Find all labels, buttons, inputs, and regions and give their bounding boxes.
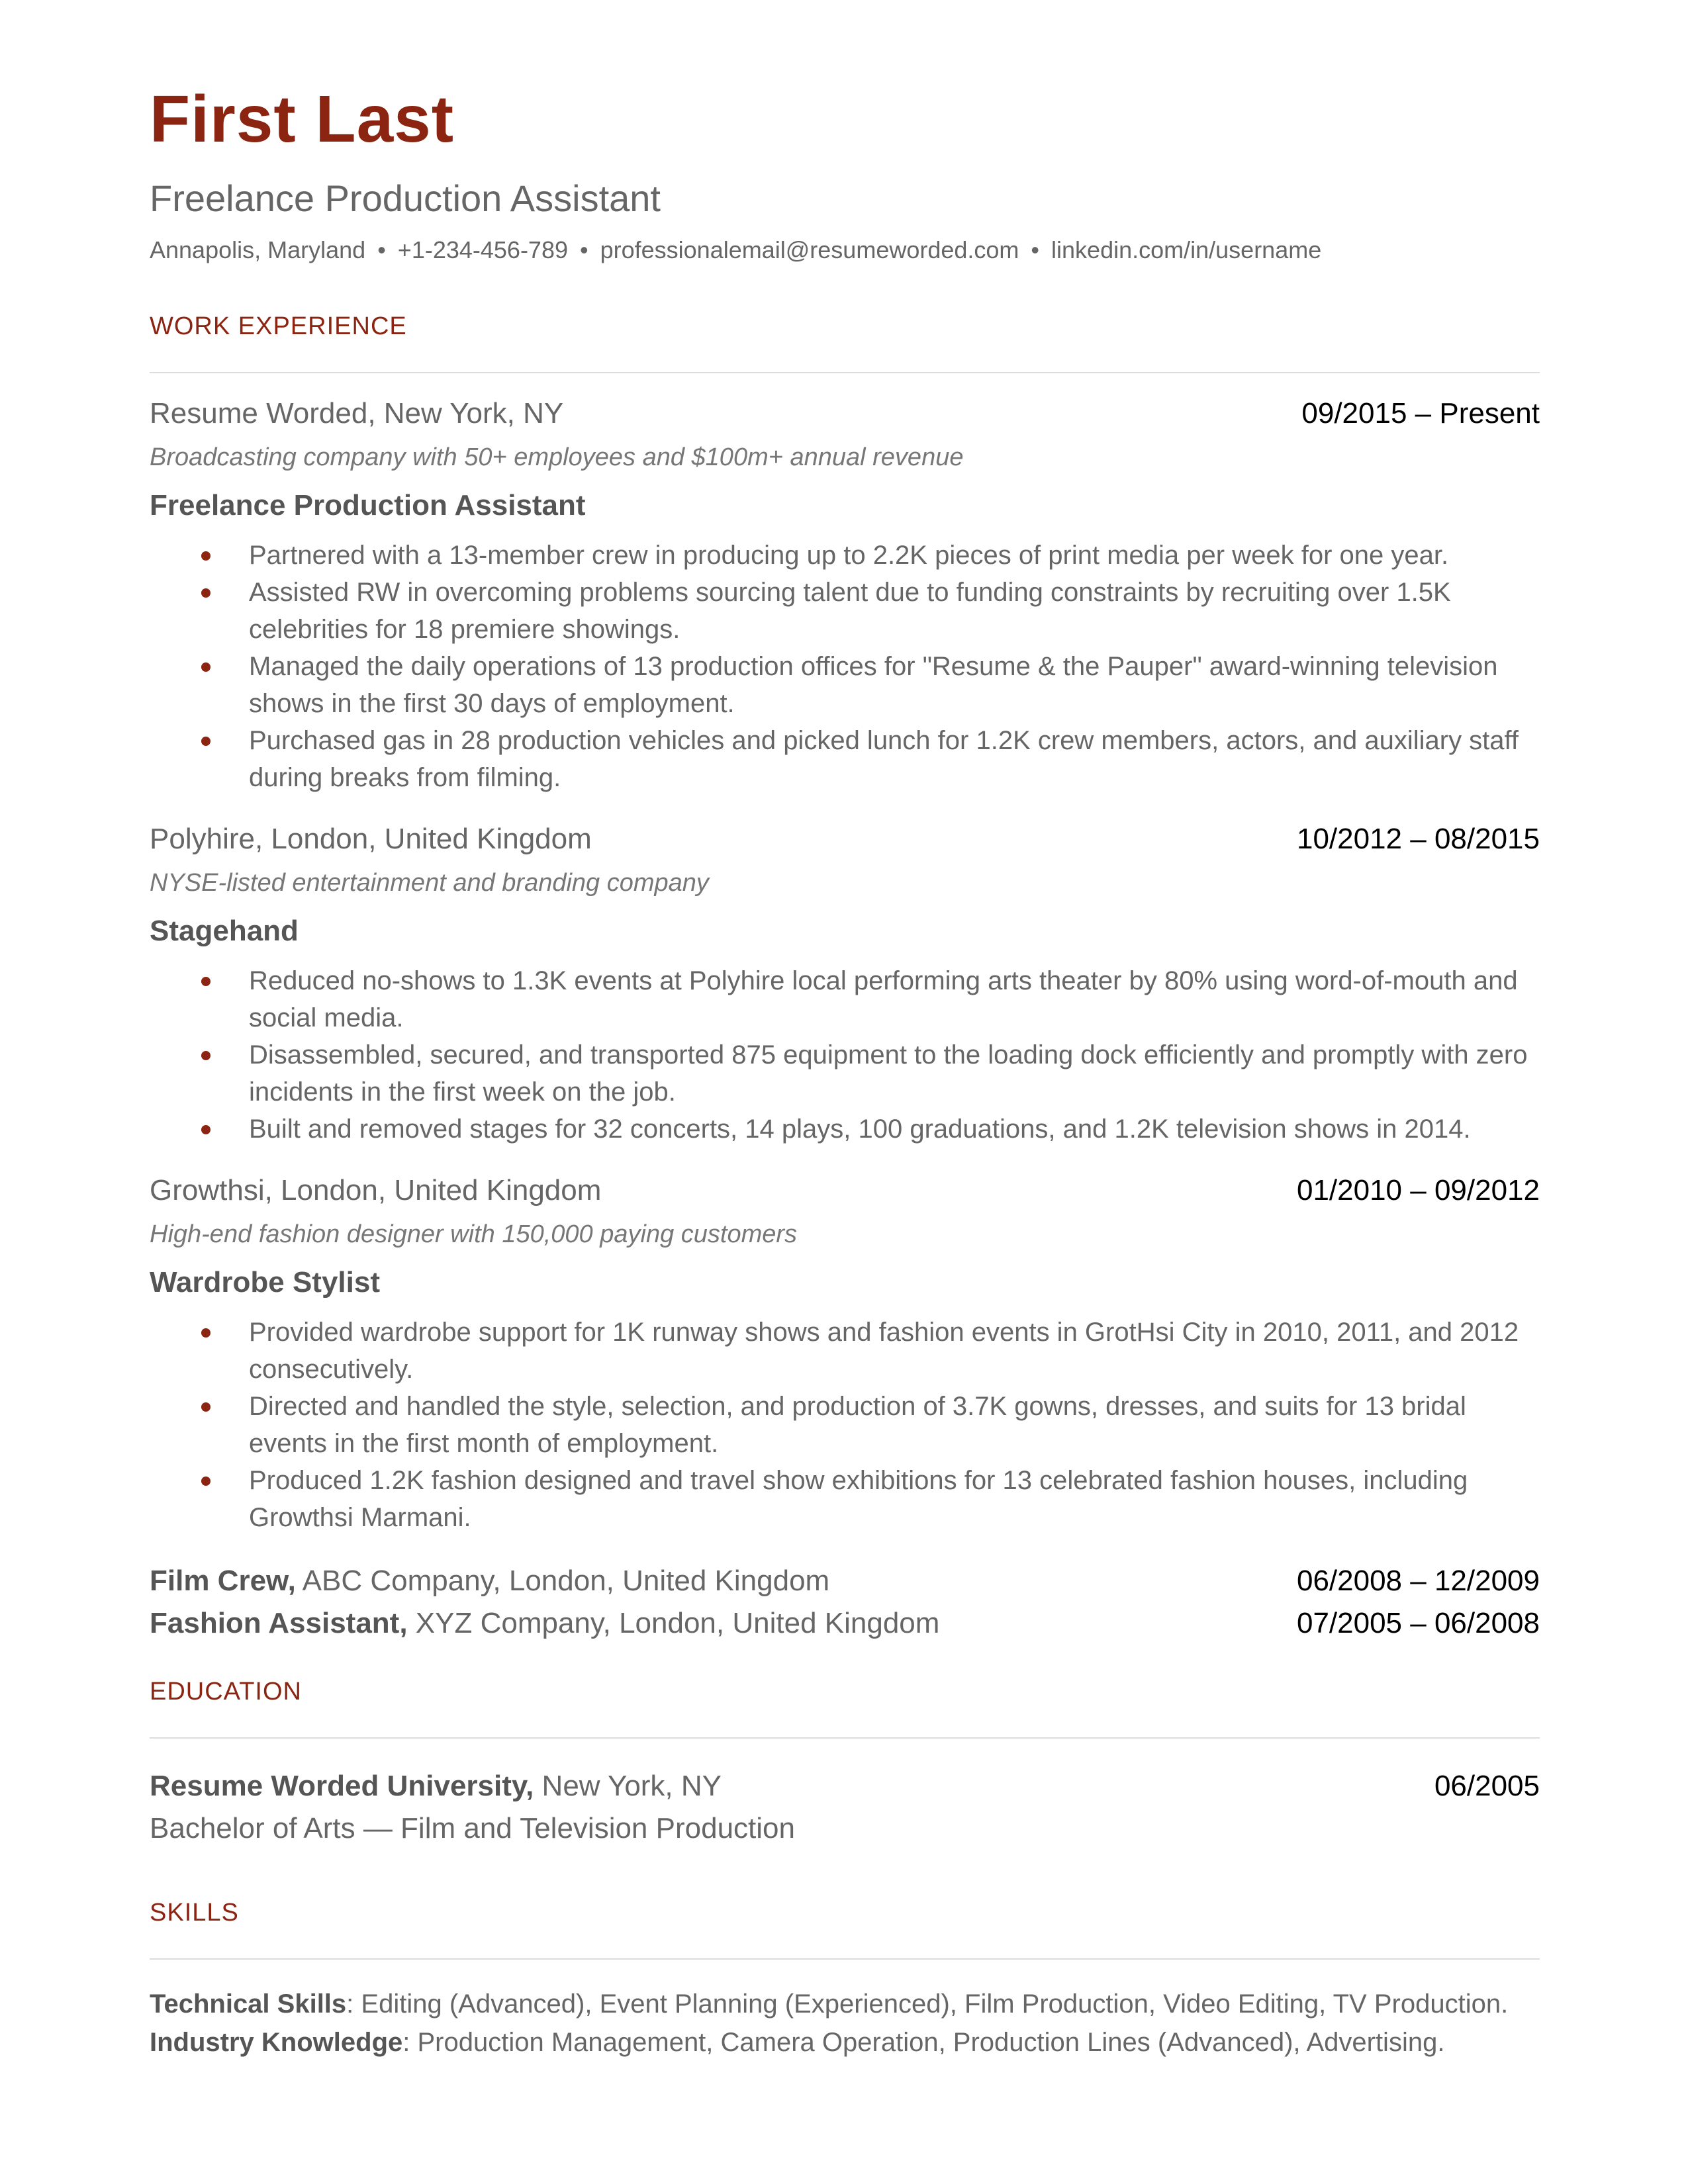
list-item <box>150 1036 1540 1111</box>
contact-location: Annapolis, Maryland <box>150 236 366 263</box>
contact-line <box>150 238 1540 262</box>
contact-phone: +1-234-456-789 <box>397 236 568 263</box>
job-dates: 01/2010 – 09/2012 <box>1296 1174 1540 1206</box>
job-dates: 10/2012 – 08/2015 <box>1296 823 1540 855</box>
section-divider <box>150 372 1540 373</box>
contact-email[interactable]: professionalemail@resumeworded.com <box>600 236 1019 263</box>
job-dates: 09/2015 – Present <box>1301 397 1540 430</box>
list-item <box>150 648 1540 722</box>
job-company: Resume Worded, New York, NY <box>150 397 564 430</box>
bullet-icon <box>201 588 211 598</box>
skill-label: Industry Knowledge <box>150 2028 403 2057</box>
short-role-row <box>150 1560 1540 1602</box>
list-item <box>150 1388 1540 1462</box>
contact-separator: • <box>1031 236 1040 263</box>
short-role-title-company <box>150 1602 939 1645</box>
job-company: Polyhire, London, United Kingdom <box>150 823 592 855</box>
bullet-icon <box>201 1477 211 1486</box>
job-description: Broadcasting company with 50+ employees and $100m+ annual revenue <box>150 443 964 471</box>
skills-heading: SKILLS <box>150 1899 239 1927</box>
contact-separator: • <box>377 236 386 263</box>
bullet-icon <box>201 977 211 986</box>
list-item <box>150 1462 1540 1536</box>
skill-row <box>150 1985 1540 2023</box>
bullet-icon <box>201 1402 211 1412</box>
bullet-icon <box>201 551 211 561</box>
bullet-icon <box>201 737 211 746</box>
job-entry <box>150 823 1540 1148</box>
list-item <box>150 1314 1540 1388</box>
list-item <box>150 962 1540 1036</box>
section-divider <box>150 1737 1540 1739</box>
bullet-text: Assisted RW in overcoming problems sourcing talent due to funding constraints by recruiting over 1.5K celebrities for 18 premiere showings. <box>249 578 1451 644</box>
bullet-text: Disassembled, secured, and transported 875 equipment to the loading dock efficiently and promptly with zero incidents in the first week on the job. <box>249 1040 1528 1107</box>
candidate-title: Freelance Production Assistant <box>150 177 661 219</box>
job-bullets <box>150 962 1540 1148</box>
job-role: Freelance Production Assistant <box>150 489 586 522</box>
education-degree: Bachelor of Arts — Film and Television Production <box>150 1812 795 1844</box>
education-entry <box>150 1765 1540 1850</box>
bullet-text: Managed the daily operations of 13 production offices for "Resume & the Pauper" award-winning television shows in the first 30 days of employment. <box>249 652 1498 718</box>
short-role-company: ABC Company, London, United Kingdom <box>295 1565 830 1597</box>
bullet-icon <box>201 1125 211 1134</box>
job-bullets <box>150 1314 1540 1536</box>
short-role-title-company <box>150 1560 829 1602</box>
short-role-dates: 07/2005 – 06/2008 <box>1296 1607 1540 1639</box>
bullet-text: Reduced no-shows to 1.3K events at Polyhire local performing arts theater by 80% using word-of-mouth and social media. <box>249 966 1518 1032</box>
work-experience-heading: WORK EXPERIENCE <box>150 312 407 340</box>
short-role-title: Film Crew, <box>150 1565 296 1597</box>
section-divider <box>150 1958 1540 1960</box>
skill-value: : Production Management, Camera Operation, Production Lines (Advanced), Advertising. <box>402 2028 1445 2057</box>
job-header <box>150 823 1540 856</box>
list-item <box>150 722 1540 796</box>
contact-linkedin[interactable]: linkedin.com/in/username <box>1051 236 1322 263</box>
candidate-name: First Last <box>150 82 455 156</box>
education-heading: EDUCATION <box>150 1678 302 1706</box>
bullet-text: Produced 1.2K fashion designed and travel show exhibitions for 13 celebrated fashion houses, including Growthsi Marmani. <box>249 1466 1468 1532</box>
short-roles <box>150 1560 1540 1645</box>
job-entry <box>150 397 1540 796</box>
skill-value: : Editing (Advanced), Event Planning (Experienced), Film Production, Video Editing, TV Production. <box>346 1989 1509 2019</box>
job-header <box>150 1174 1540 1207</box>
contact-separator: • <box>580 236 588 263</box>
education-school-location <box>150 1765 722 1807</box>
job-description: NYSE-listed entertainment and branding company <box>150 869 709 897</box>
skills-list <box>150 1985 1540 2062</box>
list-item <box>150 537 1540 574</box>
resume-content <box>150 82 1540 2062</box>
bullet-text: Provided wardrobe support for 1K runway shows and fashion events in GrotHsi City in 2010, 2011, and 2012 consecutively. <box>249 1318 1519 1384</box>
bullet-text: Purchased gas in 28 production vehicles and picked lunch for 1.2K crew members, actors, and auxiliary staff during breaks from filming. <box>249 726 1519 792</box>
bullet-icon <box>201 1328 211 1338</box>
job-entry <box>150 1174 1540 1536</box>
short-role-title: Fashion Assistant, <box>150 1607 408 1639</box>
job-role: Wardrobe Stylist <box>150 1266 380 1298</box>
bullet-text: Partnered with a 13-member crew in producing up to 2.2K pieces of print media per week for one year. <box>249 541 1449 570</box>
skill-label: Technical Skills <box>150 1989 347 2019</box>
education-header <box>150 1765 1540 1807</box>
education-date: 06/2005 <box>1434 1770 1540 1802</box>
job-company: Growthsi, London, United Kingdom <box>150 1174 602 1206</box>
education-school: Resume Worded University, <box>150 1770 534 1802</box>
job-description: High-end fashion designer with 150,000 paying customers <box>150 1220 798 1248</box>
bullet-icon <box>201 662 211 672</box>
short-role-row <box>150 1602 1540 1645</box>
bullet-icon <box>201 1051 211 1060</box>
short-role-company: XYZ Company, London, United Kingdom <box>407 1607 940 1639</box>
list-item <box>150 1111 1540 1148</box>
bullet-text: Directed and handled the style, selection, and production of 3.7K gowns, dresses, and suits for 13 bridal events in the first month of employment. <box>249 1392 1466 1458</box>
job-bullets <box>150 537 1540 796</box>
skill-row <box>150 2023 1540 2062</box>
bullet-text: Built and removed stages for 32 concerts, 14 plays, 100 graduations, and 1.2K television shows in 2014. <box>249 1115 1471 1144</box>
list-item <box>150 574 1540 648</box>
job-role: Stagehand <box>150 915 299 947</box>
job-header <box>150 397 1540 430</box>
short-role-dates: 06/2008 – 12/2009 <box>1296 1565 1540 1597</box>
education-location: New York, NY <box>534 1770 722 1802</box>
